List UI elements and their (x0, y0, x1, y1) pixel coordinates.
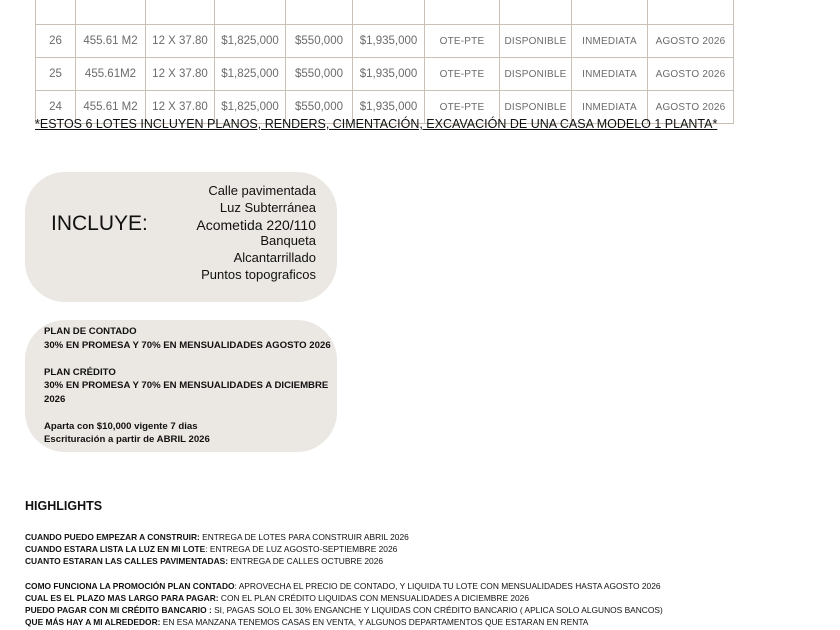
table-cell: INMEDIATA (572, 58, 648, 91)
table-cell: OTE-PTE (425, 91, 500, 124)
credit-plan-detail: 30% EN PROMESA Y 70% EN MENSUALIDADES A DICIEMBRE (44, 380, 329, 391)
lots-note: *ESTOS 6 LOTES INCLUYEN PLANOS, RENDERS, CIMENTACIÓN, EXCAVACIÓN DE UNA CASA MODELO 1 PLANTA* (35, 117, 718, 131)
table-cell: $550,000 (286, 58, 353, 91)
table-cell: 25 (36, 58, 76, 91)
includes-item: Puntos topograficos (201, 266, 316, 282)
table-cell: $550,000 (286, 91, 353, 124)
table-cell: $1,935,000 (353, 91, 425, 124)
highlight-question: PUEDO PAGAR CON MI CRÉDITO BANCARIO : (25, 605, 212, 615)
highlight-question: QUE MÁS HAY A MI ALREDEDOR: (25, 617, 161, 627)
table-cell: 455.61 M2 (76, 91, 146, 124)
highlight-item (25, 616, 588, 628)
table-cell: 12 X 37.80 (146, 25, 215, 58)
highlights-title: HIGHLIGHTS (25, 499, 103, 513)
highlight-item (25, 555, 383, 567)
highlight-question: CUANDO ESTARA LISTA LA LUZ EN MI LOTE (25, 544, 206, 554)
table-cell: INMEDIATA (572, 25, 648, 58)
table-cell: AGOSTO 2026 (648, 25, 734, 58)
includes-item: Calle pavimentada (208, 183, 316, 198)
highlight-item (25, 543, 397, 555)
cash-plan-title: PLAN DE CONTADO (44, 326, 137, 337)
highlight-item (25, 531, 409, 543)
includes-item: Acometida 220/110 (196, 216, 316, 233)
highlight-answer: EN ESA MANZANA TENEMOS CASAS EN VENTA, Y ALGUNOS DEPARTAMENTOS QUE ESTARAN EN RENTA (160, 617, 589, 627)
table-cell: AGOSTO 2026 (648, 91, 734, 124)
table-cell: 12 X 37.80 (146, 91, 215, 124)
table-row (36, 0, 734, 25)
includes-item: Luz Subterránea (219, 199, 316, 215)
table-cell: OTE-PTE (425, 25, 500, 58)
deed-text: Escrituración a partir de ABRIL 2026 (44, 434, 210, 445)
highlight-answer: ENTREGA DE LOTES PARA CONSTRUIR ABRIL 2026 (199, 532, 409, 542)
table-cell: DISPONIBLE (500, 91, 572, 124)
highlight-answer: : APROVECHA EL PRECIO DE CONTADO, Y LIQUIDA TU LOTE CON MENSUALIDADES HASTA AGOSTO 2026 (234, 581, 661, 591)
table-cell: OTE-PTE (425, 58, 500, 91)
table-cell: DISPONIBLE (500, 58, 572, 91)
includes-item: Banqueta (260, 233, 316, 249)
table-cell: 455.61M2 (76, 58, 146, 91)
table-cell: $1,825,000 (215, 91, 286, 124)
includes-item: Alcantarrillado (233, 250, 316, 266)
table-cell: 12 X 37.80 (146, 58, 215, 91)
highlight-answer: ENTREGA DE CALLES OCTUBRE 2026 (228, 556, 384, 566)
includes-label: INCLUYE: (51, 212, 148, 235)
table-cell: $1,825,000 (215, 25, 286, 58)
table-cell: 26 (36, 25, 76, 58)
table-cell: 24 (36, 91, 76, 124)
table-cell: $550,000 (286, 25, 353, 58)
table-cell: INMEDIATA (572, 91, 648, 124)
highlight-question: COMO FUNCIONA LA PROMOCIÓN PLAN CONTADO (25, 581, 235, 591)
table-row (36, 25, 734, 58)
highlight-question: CUAL ES EL PLAZO MAS LARGO PARA PAGAR: (25, 593, 219, 603)
includes-list (196, 183, 316, 284)
deposit-text: Aparta con $10,000 vigente 7 dias (44, 421, 198, 432)
table-cell: $1,825,000 (215, 58, 286, 91)
highlight-answer: CON EL PLAN CRÉDITO LIQUIDAS CON MENSUALIDADES A DICIEMBRE 2026 (218, 593, 529, 603)
table-cell: $1,935,000 (353, 25, 425, 58)
table-cell: $1,935,000 (353, 58, 425, 91)
highlight-answer: SI, PAGAS SOLO EL 30% ENGANCHE Y LIQUIDAS CON CRÉDITO BANCARIO ( APLICA SOLO ALGUNOS BANCOS) (211, 605, 663, 615)
highlight-item (25, 580, 661, 592)
highlight-question: CUANDO PUEDO EMPEZAR A CONSTRUIR: (25, 532, 200, 542)
highlight-item (25, 592, 529, 604)
highlight-answer: : ENTREGA DE LUZ AGOSTO-SEPTIEMBRE 2026 (205, 544, 398, 554)
lots-table (35, 0, 734, 124)
table-cell: DISPONIBLE (500, 25, 572, 58)
cash-plan-detail: 30% EN PROMESA Y 70% EN MENSUALIDADES AGOSTO 2026 (44, 340, 331, 351)
table-cell: AGOSTO 2026 (648, 58, 734, 91)
highlight-question: CUANTO ESTARAN LAS CALLES PAVIMENTADAS: (25, 556, 229, 566)
credit-plan-title: PLAN CRÉDITO (44, 367, 116, 378)
table-row (36, 58, 734, 91)
highlight-item (25, 604, 663, 616)
credit-plan-detail-year: 2026 (44, 394, 66, 405)
table-cell: 455.61 M2 (76, 25, 146, 58)
